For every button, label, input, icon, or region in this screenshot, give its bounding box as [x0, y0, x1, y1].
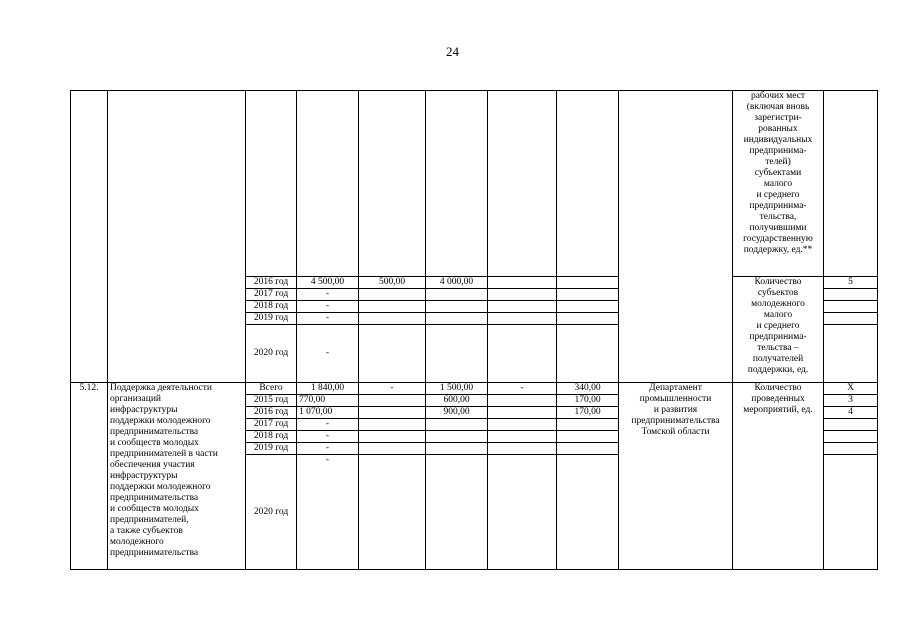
table-row: 2018 год -: [71, 301, 878, 313]
table-row: 2017 год -: [71, 419, 878, 431]
page-number: 24: [446, 44, 459, 59]
table-row: 2018 год -: [71, 431, 878, 443]
item-number: 5.12.: [71, 383, 108, 570]
table-row: 2020 год -: [71, 325, 878, 383]
program-table: [70, 90, 878, 570]
indicator-cell: рабочих мест (включая вновь зарегистри- рованных индивидуальных предпринима- телей) субъектами малого и среднего предпринима- тельства, получившими государственную поддержку, ед.**: [733, 91, 824, 277]
item-name-cell: [108, 91, 246, 383]
table-row: 2019 год -: [71, 313, 878, 325]
table-row: 2019 год -: [71, 443, 878, 455]
item-number-cell: [71, 91, 108, 383]
indicator-cell: Количество субъектов молодежного малого и среднего предпринима- тельства – получателей поддержки, ед.: [733, 277, 824, 383]
table-row: [71, 91, 878, 277]
indicator: Количество проведенных мероприятий, ед.: [733, 383, 824, 570]
table-row: 2016 год 1 070,00 900,00 170,00 4: [71, 407, 878, 419]
table-row: 2017 год -: [71, 289, 878, 301]
table-row: 2016 год 4 500,00 500,00 4 000,00 Количество субъектов молодежного малого и среднего предпринима- тельства – получателей поддержки, ед. 5: [71, 277, 878, 289]
table-row: 2020 год -: [71, 455, 878, 570]
executor: Департамент промышленности и развития предпринимательства Томской области: [619, 383, 733, 570]
table-row: 2015 год 770,00 600,00 170,00 3: [71, 395, 878, 407]
table-row: 5.12. Поддержка деятельности организаций инфраструктуры поддержки молодежного предпринимательства и сообществ молодых предпринимателей в части обеспечения участия инфраструктуры поддержки молодежного предпринимательства и сообществ молодых предпринимателей, а также субъектов молодежного предпринимательства Всего 1 840,00 - 1 500,00 - 340,00 Департамент промышленности и развития предпринимательства Томской области Количество проведенных мероприятий, ед. Х: [71, 383, 878, 395]
item-name: Поддержка деятельности организаций инфраструктуры поддержки молодежного предпринимательства и сообществ молодых предпринимателей в части обеспечения участия инфраструктуры поддержки молодежного предпринимательства и сообществ молодых предпринимателей, а также субъектов молодежного предпринимательства: [108, 383, 246, 570]
executor-cell: [619, 91, 733, 383]
